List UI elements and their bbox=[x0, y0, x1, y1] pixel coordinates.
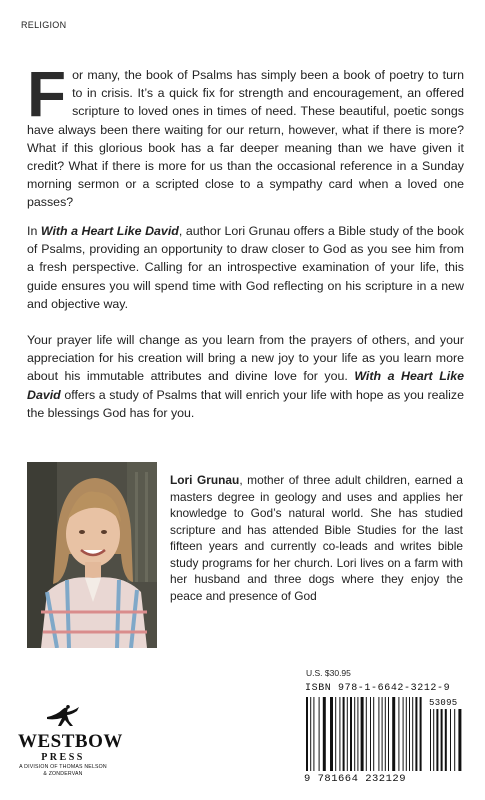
barcode-bar bbox=[433, 709, 434, 771]
barcode-bar bbox=[420, 697, 422, 771]
drop-cap: F bbox=[27, 58, 67, 130]
barcode-bar bbox=[310, 697, 311, 771]
barcode-bar bbox=[403, 697, 404, 771]
barcode-bar bbox=[409, 697, 410, 771]
publisher-logo bbox=[18, 705, 123, 778]
barcode-bar bbox=[398, 697, 399, 771]
author-portrait-illustration bbox=[27, 462, 157, 648]
barcode-bar bbox=[323, 697, 326, 771]
p2-intro: In bbox=[27, 224, 41, 238]
description-paragraph-1-text: or many, the book of Psalms has simply been a book of poetry to turn to in crisis. It’s a quick fix for strength and encouragement, an offered scripture to loved ones in times of need. These beautiful, poetic songs have always been there waiting for our return, however, what if there is more? What if this glorious book has a far deeper meaning than we have given it credit? What if there is more for us than the occasional reference in a Sunday morning sermon or a scripted close to a sympathy card when a loved one passes? bbox=[27, 68, 464, 210]
barcode-bar bbox=[454, 709, 455, 771]
barcode-bar bbox=[366, 697, 367, 771]
barcode-bar bbox=[343, 697, 345, 771]
isbn-text: ISBN 978-1-6642-3212-9 bbox=[305, 683, 451, 694]
barcode-bar bbox=[441, 709, 443, 771]
barcode-addon-digits: 53095 bbox=[429, 698, 458, 708]
barcode-bar bbox=[378, 697, 379, 771]
barcode-bar bbox=[430, 709, 431, 771]
author-bio-text: , mother of three adult children, earned a masters degree in geology and uses and applies her knowledge to God’s natural world. She has studied scripture and has attended Bible Studies for the last fifteen years and currently co-leads and writes bible study programs for her church. Lori lives on a farm with her husband and three dogs where they enjoy the peace and presence of God bbox=[170, 473, 463, 603]
barcode-bar bbox=[415, 697, 417, 771]
book-title-italic-2: With a Heart Like David bbox=[27, 369, 464, 402]
barcode-bar bbox=[306, 697, 308, 771]
runner-logo-icon bbox=[43, 705, 83, 727]
barcode-bar bbox=[373, 697, 374, 771]
barcode-bar bbox=[350, 697, 352, 771]
isbn-barcode bbox=[296, 681, 466, 787]
barcode-bar bbox=[347, 697, 348, 771]
barcode-bar bbox=[385, 697, 386, 771]
author-bio bbox=[170, 472, 463, 604]
author-photo bbox=[27, 462, 157, 648]
barcode-bar bbox=[339, 697, 340, 771]
barcode-bar bbox=[445, 709, 447, 771]
p3-intro: Your prayer life will change as you learn from the prayers of others, and your appreciation for his creation will bring a new joy to your life as you learn more about his immutable attributes and divine love for you. bbox=[27, 333, 464, 384]
barcode-bar bbox=[319, 697, 320, 771]
barcode-bar bbox=[335, 697, 336, 771]
description-paragraph-2 bbox=[27, 222, 464, 313]
barcode-bar bbox=[412, 697, 413, 771]
p2-text: , author Lori Grunau offers a Bible study of the book of Psalms, providing an opportunity to draw closer to God as you see him from a fresh perspective. Calling for an introspective examination of your life, this guide ensures you will spend time with God reflecting on his scripture in a new and objective way. bbox=[27, 224, 464, 311]
barcode-bar bbox=[458, 709, 461, 771]
publisher-name: WESTBOW bbox=[18, 731, 123, 752]
barcode-bar bbox=[354, 697, 355, 771]
publisher-division-line-2: & ZONDERVAN bbox=[43, 771, 83, 777]
author-name: Lori Grunau bbox=[170, 473, 240, 487]
p3-text: offers a study of Psalms that will enrich your life with hope as you realize the blessings God has for you. bbox=[27, 387, 464, 420]
barcode-bar bbox=[406, 697, 407, 771]
barcode-bar bbox=[388, 697, 389, 771]
description-paragraph-3 bbox=[27, 331, 464, 422]
barcode-bar bbox=[436, 709, 438, 771]
barcode-bars bbox=[296, 681, 466, 787]
barcode-bar bbox=[330, 697, 333, 771]
description-paragraph-1 bbox=[27, 58, 464, 212]
barcode-bar bbox=[357, 697, 358, 771]
barcode-bar bbox=[450, 709, 451, 771]
barcode-main-digits: 9 781664 232129 bbox=[304, 773, 407, 785]
category-label: RELIGION bbox=[21, 20, 67, 30]
barcode-bar bbox=[313, 697, 314, 771]
barcode-bar bbox=[370, 697, 371, 771]
barcode-bar bbox=[392, 697, 395, 771]
price-label: U.S. $30.95 bbox=[306, 668, 351, 678]
publisher-division-line-1: A DIVISION OF THOMAS NELSON bbox=[19, 764, 107, 770]
publisher-press: PRESS bbox=[41, 752, 85, 763]
barcode-bar bbox=[361, 697, 364, 771]
barcode-bar bbox=[382, 697, 383, 771]
book-title-italic: With a Heart Like David bbox=[40, 224, 179, 238]
